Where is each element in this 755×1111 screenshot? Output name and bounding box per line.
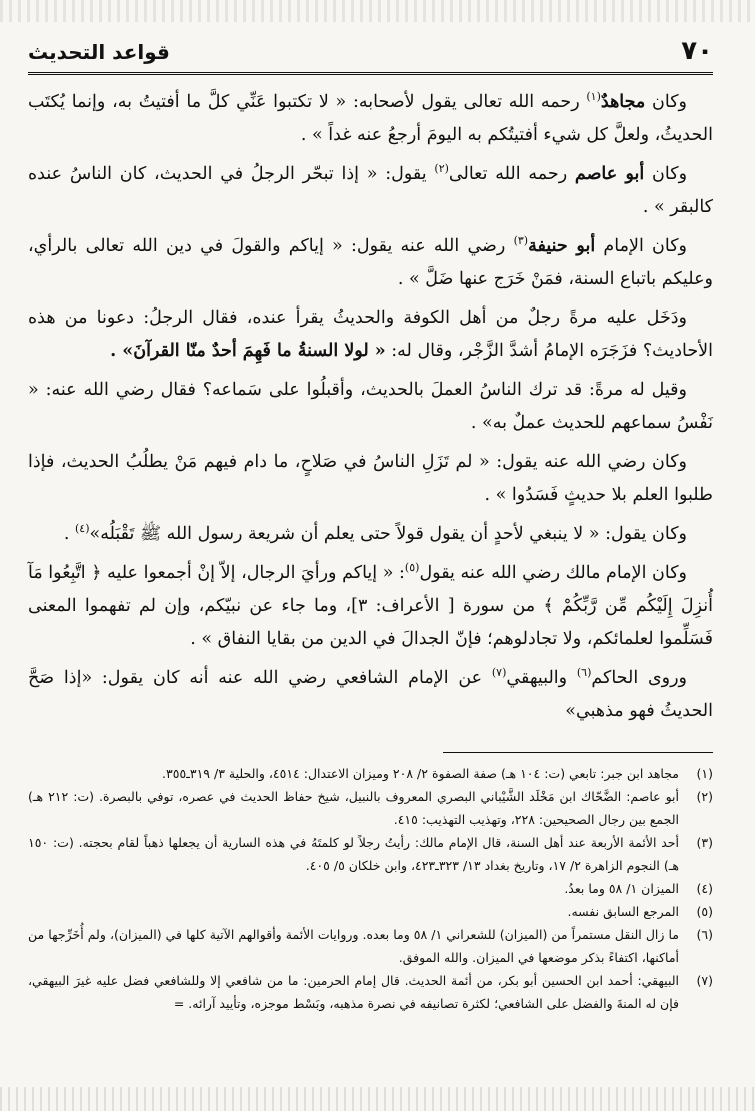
text-span: رحمه الله تعالى يقول لأصحابه: « لا تكتبوا عَنِّي كلَّ ما أفتيتُ به، وإنما يُكتَب الحديثُ، ولعلَّ كل شيء أفتيتُكم به اليومَ أرجعُ عنه غداً » . <box>28 92 713 145</box>
footnote <box>28 762 713 785</box>
page-number: ٧٠ <box>681 36 713 66</box>
page-header <box>28 36 713 70</box>
footnote-number: (٦) <box>696 927 713 942</box>
footnote-ref: (٧) <box>491 666 507 680</box>
footnote-text: الميزان ١/ ٥٨ وما بعدُ. <box>564 881 679 896</box>
paragraph <box>28 86 713 152</box>
page-top-edge <box>0 0 755 22</box>
footnote <box>28 923 713 969</box>
footnote <box>28 900 713 923</box>
footnote <box>28 877 713 900</box>
footnote-ref: (٦) <box>576 666 592 680</box>
paragraph <box>28 374 713 440</box>
footnote-number: (٥) <box>696 904 713 919</box>
paragraph <box>28 446 713 512</box>
footnote-text: مجاهد ابن جبر: تابعي (ت: ١٠٤ هـ) صفة الصفوة ٢/ ٢٠٨ وميزان الاعتدال: ٤٥١٤، والحلية ٣/ ٣١٩ـ٣٥٥. <box>162 766 679 781</box>
text-span: وروى الحاكم <box>591 668 687 688</box>
footnotes <box>28 762 713 1015</box>
footnote <box>28 969 713 1015</box>
paragraph <box>28 158 713 224</box>
main-text <box>28 86 713 734</box>
bold-quote: « لولا السنةُ ما فَهِمَ أحدٌ منّا القرآنَ» . <box>110 341 386 361</box>
paragraph <box>28 518 713 551</box>
footnote-number: (٧) <box>696 973 713 988</box>
text-span: رحمه الله تعالى <box>448 164 575 184</box>
footnote-ref: (٢) <box>434 162 449 176</box>
footnote-number: (٤) <box>696 881 713 896</box>
text-span: وكان يقول: « لا ينبغي لأحدٍ أن يقول قولاً حتى يعلم أن شريعة رسول الله ﷺ تَقْبَلُه» <box>89 524 687 544</box>
footnote-number: (٣) <box>696 835 713 850</box>
footnote-text: المرجع السابق نفسه. <box>567 904 679 919</box>
text-span: : « إياكم ورأيَ الرجال، إلاّ إنْ أجمعوا عليه ﴿ اتَّبِعُوا مَآ أُنزِلَ إِلَيْكُم مِّن رَّبِّكُمْ ﴾ من سورة [ الأعراف: ٣]، وما جاء عن نبيّكم، وإن لم تفهموا المعنى فَسَلِّموا لعلمائكم، ولا تجادلوهم؛ فإنّ الجدالَ في الدين من بقايا النفاق » . <box>28 563 713 649</box>
scholar-name: أبو عاصم <box>574 164 645 184</box>
text-span: وكان الإمام <box>595 236 687 256</box>
header-rule <box>28 72 713 75</box>
text-span: وكان <box>645 92 687 112</box>
page-bottom-edge <box>0 1087 755 1111</box>
paragraph <box>28 557 713 656</box>
scholar-name: أبو حنيفة <box>528 236 596 256</box>
footnote-text: ما زال النقل مستمراً من (الميزان) للشعراني ١/ ٥٨ وما بعده. وروايات الأئمة وأقوالهم الآتية كلها في (الميزان)، ولم أُخَرِّجها من أماكنها، اكتفاءً بذكر موضعها في الميزان. والله الموفق. <box>28 927 679 965</box>
footnote-ref: (١) <box>586 90 601 104</box>
footnote-number: (١) <box>696 766 713 781</box>
footnote-ref: (٥) <box>404 561 420 575</box>
paragraph <box>28 662 713 728</box>
text-span: . <box>63 524 75 544</box>
text-span: وقيل له مرةً: قد ترك الناسُ العملَ بالحديث، وأقبلُوا على سَماعه؟ فقال رضي الله عنه: « نَفْسُ سماعهم للحديث عملٌ به» . <box>28 380 713 433</box>
footnote-separator <box>443 752 713 753</box>
footnote <box>28 785 713 831</box>
text-span: وكان رضي الله عنه يقول: « لم تَزَلِ الناسُ في صَلاحٍ، ما دام فيهم مَنْ يطلُبُ الحديث، فإذا طلبوا العلم بلا حديثٍ فَسَدُوا » . <box>28 452 713 505</box>
footnote-text: أحد الأئمة الأربعة عند أهل السنة، قال الإمام مالك: رأيتُ رجلاً لو كلمتَهُ في هذه السارية أن يجعلها ذهباً لقام بحجته. (ت: ١٥٠ هـ) النجوم الزاهرة ٢/ ١٧، وتاريخ بغداد ١٣/ ٣٢٣ـ٤٢٣، وابن خلكان ٥/ ٤٠٥. <box>28 835 679 873</box>
paragraph <box>28 302 713 368</box>
text-span: وكان الإمام مالك رضي الله عنه يقول <box>419 563 687 583</box>
footnote-ref: (٤) <box>74 522 90 536</box>
text-span: يقول: « إذا تبحّر الرجلُ في الحديث، كان الناسُ عنده كالبقر » . <box>28 164 713 217</box>
text-span: وكان <box>644 164 688 184</box>
text-span: والبيهقي <box>506 668 577 688</box>
running-title: قواعد التحديث <box>28 40 170 64</box>
footnote-text: أبو عاصم: الضَّحّاك ابن مَخْلَد الشَّيْباني البصري المعروف بالنبيل، شيخ حفاظ الحديث في عصره، توفي بالبصرة. (ت: ٢١٢ هـ) الجمع بين رجال الصحيحين: ٢٢٨، وتهذيب التهذيب: ٤١٥. <box>28 789 679 827</box>
footnote-text: البيهقي: أحمد ابن الحسين أبو بكر، من أئمة الحديث. قال إمام الحرمين: ما من شافعي إلا وللشافعي فضل عليه غيرَ البيهقي، فإن له المنةَ والفضل على الشافعي؛ لكثرة تصانيفه في نصرة مذهبه، وبَسْط موجزه، وتأييد آرائه. = <box>28 973 679 1011</box>
footnote-ref: (٣) <box>513 234 529 248</box>
footnote-number: (٢) <box>696 789 713 804</box>
paragraph <box>28 230 713 296</box>
text-span: رضي الله عنه يقول: « إياكم والقولَ في دين الله تعالى بالرأي، وعليكم باتباع السنة، فمَنْ خَرَج عنها ضَلَّ » . <box>28 236 713 289</box>
scholar-name: مجاهدٌ <box>600 92 646 112</box>
text-span: عن الإمام الشافعي رضي الله عنه أنه كان يقول: «إذا صَحَّ الحديثُ فهو مذهبي» <box>28 668 713 721</box>
footnote <box>28 831 713 877</box>
text-span: ودَخَل عليه مرةً رجلٌ من أهل الكوفة والحديثُ يقرأ عنده، فقال الرجلُ: دعونا من هذه الأحاديث؟ فزَجَرَه الإمامُ أشدَّ الزَّجْر، وقال له: <box>28 308 713 361</box>
